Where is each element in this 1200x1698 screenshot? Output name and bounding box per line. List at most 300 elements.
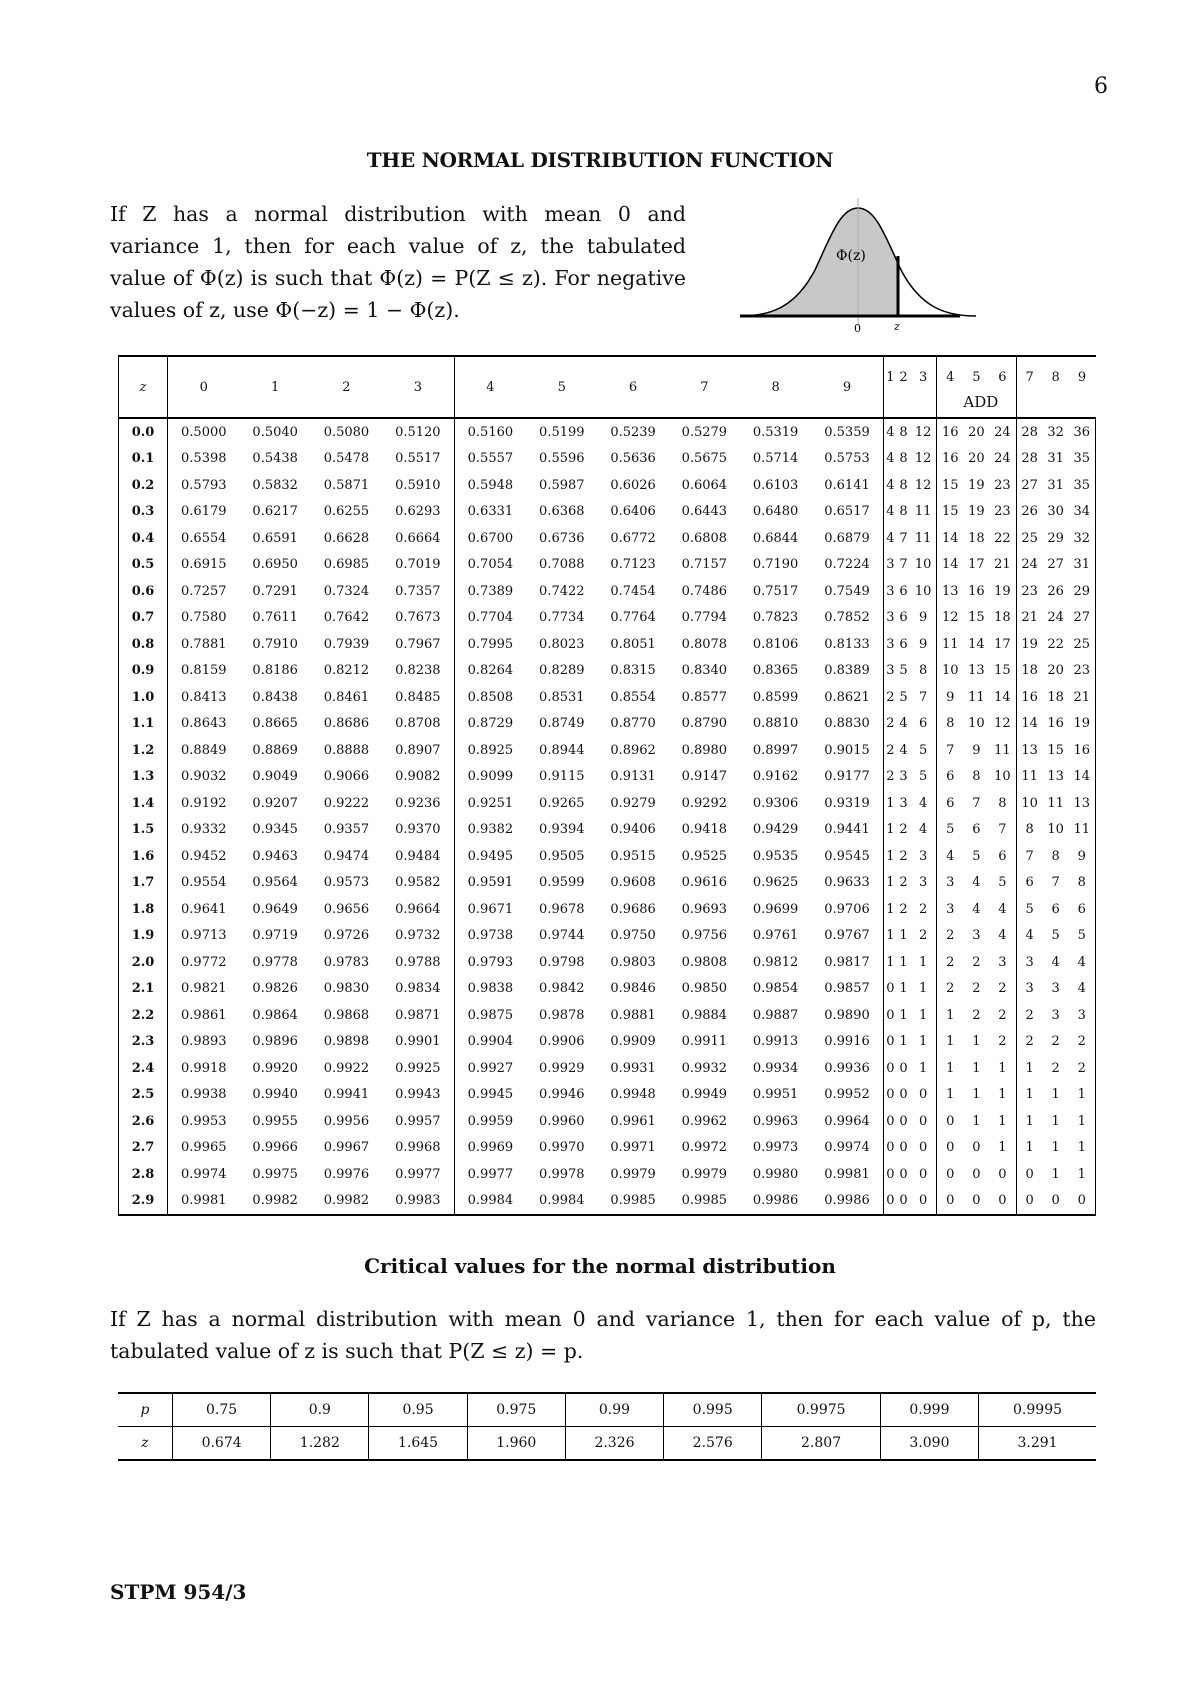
value-cell: 0.9984 [454, 1188, 526, 1216]
value-cell: 0.9812 [752, 954, 799, 970]
z-cell: 0.0 [119, 418, 168, 446]
add-cell: 2 [946, 981, 955, 997]
add-cell: 18 [1047, 689, 1064, 705]
z-value-cell: 1.645 [369, 1427, 467, 1461]
z-cell: 0.9 [119, 658, 168, 685]
value-cell: 0.7794 [681, 610, 728, 626]
add-cell: 4 [886, 504, 895, 520]
add-col-number: 3 [918, 369, 928, 385]
add-cell: 1 [886, 848, 895, 864]
add-cell: 7 [1051, 875, 1060, 891]
z-value-cell: 1.282 [271, 1427, 369, 1461]
add-cell: 28 [1021, 424, 1038, 440]
value-cell: 0.9265 [539, 795, 585, 811]
value-cell: 0.9474 [323, 848, 370, 864]
value-cell: 0.9616 [681, 875, 728, 891]
value-cell: 0.9925 [382, 1055, 454, 1082]
value-cell: 0.9115 [539, 769, 585, 785]
add-cell: 14 [942, 530, 959, 546]
add-cell: 8 [972, 769, 981, 785]
value-cell: 0.9904 [467, 1034, 514, 1050]
add-cell: 15 [989, 658, 1016, 685]
z-cell: 1.7 [119, 870, 168, 897]
value-cell: 0.9986 [811, 1188, 883, 1216]
add-cell: 3 [910, 843, 937, 870]
value-cell: 0.9961 [610, 1113, 656, 1129]
add-cell: 26 [1021, 504, 1038, 520]
value-cell: 0.5438 [252, 451, 298, 467]
add-cell: 13 [942, 583, 959, 599]
value-cell: 0.8508 [467, 689, 514, 705]
z-cell: 1.5 [119, 817, 168, 844]
add-cell: 2 [886, 742, 895, 758]
add-cell: 1 [972, 1034, 981, 1050]
add-cell: 0 [886, 1166, 895, 1182]
page-title: THE NORMAL DISTRIBUTION FUNCTION [366, 148, 834, 172]
add-cell: 13 [1021, 742, 1038, 758]
value-cell: 0.6808 [681, 530, 728, 546]
add-cell: 1 [946, 1034, 955, 1050]
value-cell: 0.9975 [252, 1166, 298, 1182]
z-cell: 2.0 [119, 949, 168, 976]
value-cell: 0.9719 [252, 928, 298, 944]
add-cell: 8 [899, 477, 908, 493]
add-cell: 22 [989, 525, 1016, 552]
value-cell: 0.9279 [610, 795, 656, 811]
value-cell: 0.9896 [252, 1034, 298, 1050]
value-cell: 0.9515 [610, 848, 656, 864]
add-cell: 3 [1025, 954, 1034, 970]
z-cell: 2.3 [119, 1029, 168, 1056]
z-cell: 2.4 [119, 1055, 168, 1082]
value-cell: 0.9984 [526, 1188, 597, 1216]
value-cell: 0.8485 [382, 684, 454, 711]
value-cell: 0.9960 [539, 1113, 585, 1129]
add-cell: 3 [989, 949, 1016, 976]
value-cell: 0.5714 [752, 451, 799, 467]
value-cell: 0.9964 [811, 1108, 883, 1135]
add-cell: 15 [942, 477, 959, 493]
value-cell: 0.8051 [610, 636, 656, 652]
value-cell: 0.9963 [752, 1113, 799, 1129]
value-cell: 0.9893 [181, 1034, 227, 1050]
value-cell: 0.9875 [467, 1007, 514, 1023]
col-header: 1 [240, 356, 311, 418]
value-cell: 0.9968 [382, 1135, 454, 1162]
table-row [119, 817, 1096, 844]
add-cell: 5 [989, 870, 1016, 897]
value-cell: 0.9015 [811, 737, 883, 764]
value-cell: 0.9854 [752, 981, 799, 997]
normal-curve-figure [740, 198, 1060, 338]
p-value-cell: 0.95 [369, 1393, 467, 1427]
add-cell: 0 [886, 1087, 895, 1103]
add-cell: 6 [946, 769, 955, 785]
add-cell: 30 [1047, 504, 1064, 520]
value-cell: 0.6736 [539, 530, 585, 546]
value-cell: 0.9599 [539, 875, 585, 891]
table-row [119, 552, 1096, 579]
value-cell: 0.8133 [811, 631, 883, 658]
value-cell: 0.9981 [811, 1161, 883, 1188]
z-cell: 2.7 [119, 1135, 168, 1162]
add-cell: 2 [972, 981, 981, 997]
add-cell: 1 [1069, 1161, 1096, 1188]
value-cell: 0.9846 [610, 981, 656, 997]
value-cell: 0.6664 [382, 525, 454, 552]
add-col-number: 8 [1051, 369, 1060, 385]
value-cell: 0.9985 [669, 1188, 740, 1216]
value-cell: 0.9177 [811, 764, 883, 791]
value-cell: 0.9207 [252, 795, 298, 811]
value-cell: 0.8599 [752, 689, 799, 705]
value-cell: 0.8888 [323, 742, 370, 758]
value-cell: 0.9761 [752, 928, 799, 944]
col-header: 4 [454, 356, 526, 418]
z-value-cell: 0.674 [173, 1427, 271, 1461]
add-cell: 11 [910, 499, 937, 526]
add-cell: 1 [989, 1108, 1016, 1135]
value-cell: 0.8238 [382, 658, 454, 685]
value-cell: 0.9656 [323, 901, 370, 917]
add-cell: 20 [968, 424, 985, 440]
z-cell: 1.9 [119, 923, 168, 950]
z-cell: 1.0 [119, 684, 168, 711]
value-cell: 0.9938 [181, 1087, 227, 1103]
value-cell: 0.6554 [181, 530, 227, 546]
value-cell: 0.9032 [181, 769, 227, 785]
add-cell: 4 [1069, 976, 1096, 1003]
z-cell: 1.3 [119, 764, 168, 791]
add-cell: 23 [1069, 658, 1096, 685]
add-cell: 4 [946, 848, 955, 864]
add-cell: 16 [1069, 737, 1096, 764]
value-cell: 0.8665 [252, 716, 298, 732]
add-cell: 0 [899, 1087, 908, 1103]
add-cell: 16 [1047, 716, 1064, 732]
value-cell: 0.9911 [681, 1034, 728, 1050]
value-cell: 0.5636 [610, 451, 656, 467]
add-cell: 23 [989, 499, 1016, 526]
add-cell: 19 [1021, 636, 1038, 652]
add-cell: 1 [1069, 1108, 1096, 1135]
value-cell: 0.9484 [382, 843, 454, 870]
value-cell: 0.8810 [752, 716, 799, 732]
z-cell: 0.2 [119, 472, 168, 499]
add-cell: 1 [1051, 1166, 1060, 1182]
col-header: 2 [311, 356, 382, 418]
add-cell: 5 [1025, 901, 1034, 917]
add-cell: 4 [972, 901, 981, 917]
add-cell: 1 [1051, 1113, 1060, 1129]
value-cell: 0.9890 [811, 1002, 883, 1029]
value-cell: 0.9505 [539, 848, 585, 864]
add-col-header [1016, 356, 1043, 418]
add-cell: 5 [910, 764, 937, 791]
add-cell: 2 [972, 1007, 981, 1023]
value-cell: 0.9981 [168, 1188, 240, 1216]
value-cell: 0.9955 [252, 1113, 298, 1129]
add-col-header [883, 356, 897, 418]
value-cell: 0.7517 [752, 583, 799, 599]
value-cell: 0.9985 [597, 1188, 668, 1216]
value-cell: 0.5080 [323, 424, 370, 440]
table-row [119, 1188, 1096, 1216]
value-cell: 0.9918 [181, 1060, 227, 1076]
add-cell: 18 [1021, 663, 1038, 679]
add-cell: 2 [886, 769, 895, 785]
add-cell: 0 [946, 1113, 955, 1129]
value-cell: 0.7939 [323, 636, 370, 652]
add-cell: 10 [910, 578, 937, 605]
table-row [119, 923, 1096, 950]
value-cell: 0.5753 [811, 446, 883, 473]
value-cell: 0.7704 [467, 610, 514, 626]
add-cell: 18 [968, 530, 985, 546]
value-cell: 0.8830 [811, 711, 883, 738]
add-cell: 6 [1069, 896, 1096, 923]
value-cell: 0.5160 [467, 424, 514, 440]
value-cell: 0.9772 [181, 954, 227, 970]
value-cell: 0.9713 [181, 928, 227, 944]
value-cell: 0.9573 [323, 875, 370, 891]
value-cell: 0.6985 [323, 557, 370, 573]
value-cell: 0.9978 [539, 1166, 585, 1182]
add-cell: 9 [910, 605, 937, 632]
value-cell: 0.6628 [323, 530, 370, 546]
add-cell: 2 [910, 896, 937, 923]
add-cell: 19 [989, 578, 1016, 605]
add-cell: 1 [946, 1060, 955, 1076]
value-cell: 0.9319 [811, 790, 883, 817]
add-cell: 0 [883, 1188, 897, 1216]
add-cell: 18 [989, 605, 1016, 632]
add-cell: 27 [1047, 557, 1064, 573]
add-cell: 17 [968, 557, 985, 573]
add-cell: 4 [989, 896, 1016, 923]
add-cell: 24 [1047, 610, 1064, 626]
add-cell: 8 [899, 424, 908, 440]
value-cell: 0.7454 [610, 583, 656, 599]
add-cell: 1 [972, 1087, 981, 1103]
add-col-header [1043, 356, 1069, 418]
add-col-header [910, 356, 937, 418]
value-cell: 0.6879 [811, 525, 883, 552]
table-row [119, 843, 1096, 870]
value-cell: 0.9756 [681, 928, 728, 944]
add-cell: 6 [899, 583, 908, 599]
value-cell: 0.6591 [252, 530, 298, 546]
add-cell: 0 [886, 1113, 895, 1129]
value-cell: 0.9966 [252, 1140, 298, 1156]
add-cell: 4 [886, 451, 895, 467]
value-cell: 0.8962 [610, 742, 656, 758]
add-cell: 4 [886, 477, 895, 493]
value-cell: 0.9808 [681, 954, 728, 970]
page-number: 6 [1094, 74, 1108, 99]
value-cell: 0.6179 [181, 504, 227, 520]
add-cell: 0 [937, 1188, 964, 1216]
table-row [119, 711, 1096, 738]
add-cell: 3 [1025, 981, 1034, 997]
value-cell: 0.9927 [467, 1060, 514, 1076]
add-cell: 25 [1021, 530, 1038, 546]
value-cell: 0.9934 [752, 1060, 799, 1076]
add-cell: 12 [989, 711, 1016, 738]
add-cell: 31 [1047, 451, 1064, 467]
add-cell: 3 [910, 870, 937, 897]
add-cell: 4 [899, 742, 908, 758]
add-cell: 0 [910, 1188, 937, 1216]
value-cell: 0.9973 [752, 1140, 799, 1156]
p-value-cell: 0.995 [664, 1393, 762, 1427]
add-cell: 5 [899, 689, 908, 705]
value-cell: 0.9406 [610, 822, 656, 838]
value-cell: 0.5675 [681, 451, 728, 467]
value-cell: 0.9131 [610, 769, 656, 785]
add-cell: 1 [886, 795, 895, 811]
value-cell: 0.9778 [252, 954, 298, 970]
add-cell: 5 [899, 663, 908, 679]
add-cell: 15 [968, 610, 985, 626]
value-cell: 0.8790 [681, 716, 728, 732]
add-cell: 1 [899, 954, 908, 970]
value-cell: 0.9980 [752, 1166, 799, 1182]
add-cell: 31 [1047, 477, 1064, 493]
add-cell: 6 [946, 795, 955, 811]
z-label: z [118, 1427, 173, 1461]
value-cell: 0.6772 [610, 530, 656, 546]
add-cell: 8 [899, 451, 908, 467]
value-cell: 0.9983 [382, 1188, 454, 1216]
add-cell: 19 [1069, 711, 1096, 738]
value-cell: 0.9940 [252, 1087, 298, 1103]
axis-zero-label: 0 [854, 322, 861, 335]
add-cell: 14 [989, 684, 1016, 711]
col-header: 9 [811, 356, 883, 418]
value-cell: 0.6064 [681, 477, 728, 493]
value-cell: 0.9082 [382, 764, 454, 791]
value-cell: 0.5120 [382, 418, 454, 446]
add-cell: 2 [899, 901, 908, 917]
value-cell: 0.9982 [240, 1188, 311, 1216]
value-cell: 0.5987 [539, 477, 585, 493]
add-cell: 0 [886, 1140, 895, 1156]
add-cell: 2 [989, 1002, 1016, 1029]
value-cell: 0.9394 [539, 822, 585, 838]
add-cell: 1 [989, 1082, 1016, 1109]
add-cell: 1 [972, 1060, 981, 1076]
add-cell: 1 [1069, 1082, 1096, 1109]
value-cell: 0.9979 [681, 1166, 728, 1182]
add-cell: 6 [972, 822, 981, 838]
value-cell: 0.8531 [539, 689, 585, 705]
add-col-number: 9 [1077, 369, 1087, 385]
add-cell: 7 [989, 817, 1016, 844]
add-cell: 0 [899, 1060, 908, 1076]
value-cell: 0.9306 [752, 795, 799, 811]
add-cell: 4 [886, 530, 895, 546]
add-col-header [897, 356, 910, 418]
z-cell: 2.6 [119, 1108, 168, 1135]
value-cell: 0.8159 [181, 663, 227, 679]
add-cell: 2 [1051, 1060, 1060, 1076]
value-cell: 0.9664 [382, 896, 454, 923]
value-cell: 0.9463 [252, 848, 298, 864]
table-row [119, 578, 1096, 605]
value-cell: 0.9732 [382, 923, 454, 950]
add-cell: 0 [910, 1082, 937, 1109]
value-cell: 0.5910 [382, 472, 454, 499]
add-cell: 0 [899, 1140, 908, 1156]
value-cell: 0.9678 [539, 901, 585, 917]
add-cell: 3 [886, 610, 895, 626]
add-cell: 0 [972, 1166, 981, 1182]
value-cell: 0.9826 [252, 981, 298, 997]
value-cell: 0.9887 [752, 1007, 799, 1023]
add-cell: 1 [1025, 1087, 1034, 1103]
value-cell: 0.9222 [323, 795, 370, 811]
add-cell: 2 [1069, 1029, 1096, 1056]
value-cell: 0.9971 [610, 1140, 656, 1156]
add-col-number: 2 [899, 369, 908, 385]
value-cell: 0.9948 [610, 1087, 656, 1103]
add-cell: 1 [1025, 1060, 1034, 1076]
value-cell: 0.8849 [181, 742, 227, 758]
add-cell: 0 [899, 1166, 908, 1182]
z-cell: 2.9 [119, 1188, 168, 1216]
value-cell: 0.8438 [252, 689, 298, 705]
z-cell: 1.6 [119, 843, 168, 870]
value-cell: 0.9535 [752, 848, 799, 864]
add-cell: 13 [1047, 769, 1064, 785]
add-cell: 11 [989, 737, 1016, 764]
value-cell: 0.9941 [323, 1087, 370, 1103]
value-cell: 0.7611 [252, 610, 298, 626]
value-cell: 0.9591 [467, 875, 514, 891]
value-cell: 0.9884 [681, 1007, 728, 1023]
add-cell: 14 [968, 636, 985, 652]
add-cell: 25 [1069, 631, 1096, 658]
value-cell: 0.9953 [181, 1113, 227, 1129]
value-cell: 0.9916 [811, 1029, 883, 1056]
value-cell: 0.9564 [252, 875, 298, 891]
add-cell: 9 [1069, 843, 1096, 870]
add-cell: 2 [899, 848, 908, 864]
z-cell: 1.8 [119, 896, 168, 923]
value-cell: 0.9969 [467, 1140, 514, 1156]
add-cell: 14 [1069, 764, 1096, 791]
add-cell: 2 [989, 976, 1016, 1003]
add-cell: 35 [1069, 446, 1096, 473]
value-cell: 0.9726 [323, 928, 370, 944]
add-cell: 1 [910, 976, 937, 1003]
add-cell: 4 [989, 923, 1016, 950]
value-cell: 0.9649 [252, 901, 298, 917]
value-cell: 0.9951 [752, 1087, 799, 1103]
value-cell: 0.9099 [467, 769, 514, 785]
critical-values-title: Critical values for the normal distribution [364, 1254, 836, 1278]
add-cell: 10 [1021, 795, 1038, 811]
add-cell: 1 [886, 954, 895, 970]
add-cell: 4 [1069, 949, 1096, 976]
z-cell: 1.4 [119, 790, 168, 817]
add-cell: 3 [899, 769, 908, 785]
add-cell: 28 [1021, 451, 1038, 467]
value-cell: 0.7422 [539, 583, 585, 599]
value-cell: 0.8770 [610, 716, 656, 732]
add-cell: 0 [989, 1161, 1016, 1188]
